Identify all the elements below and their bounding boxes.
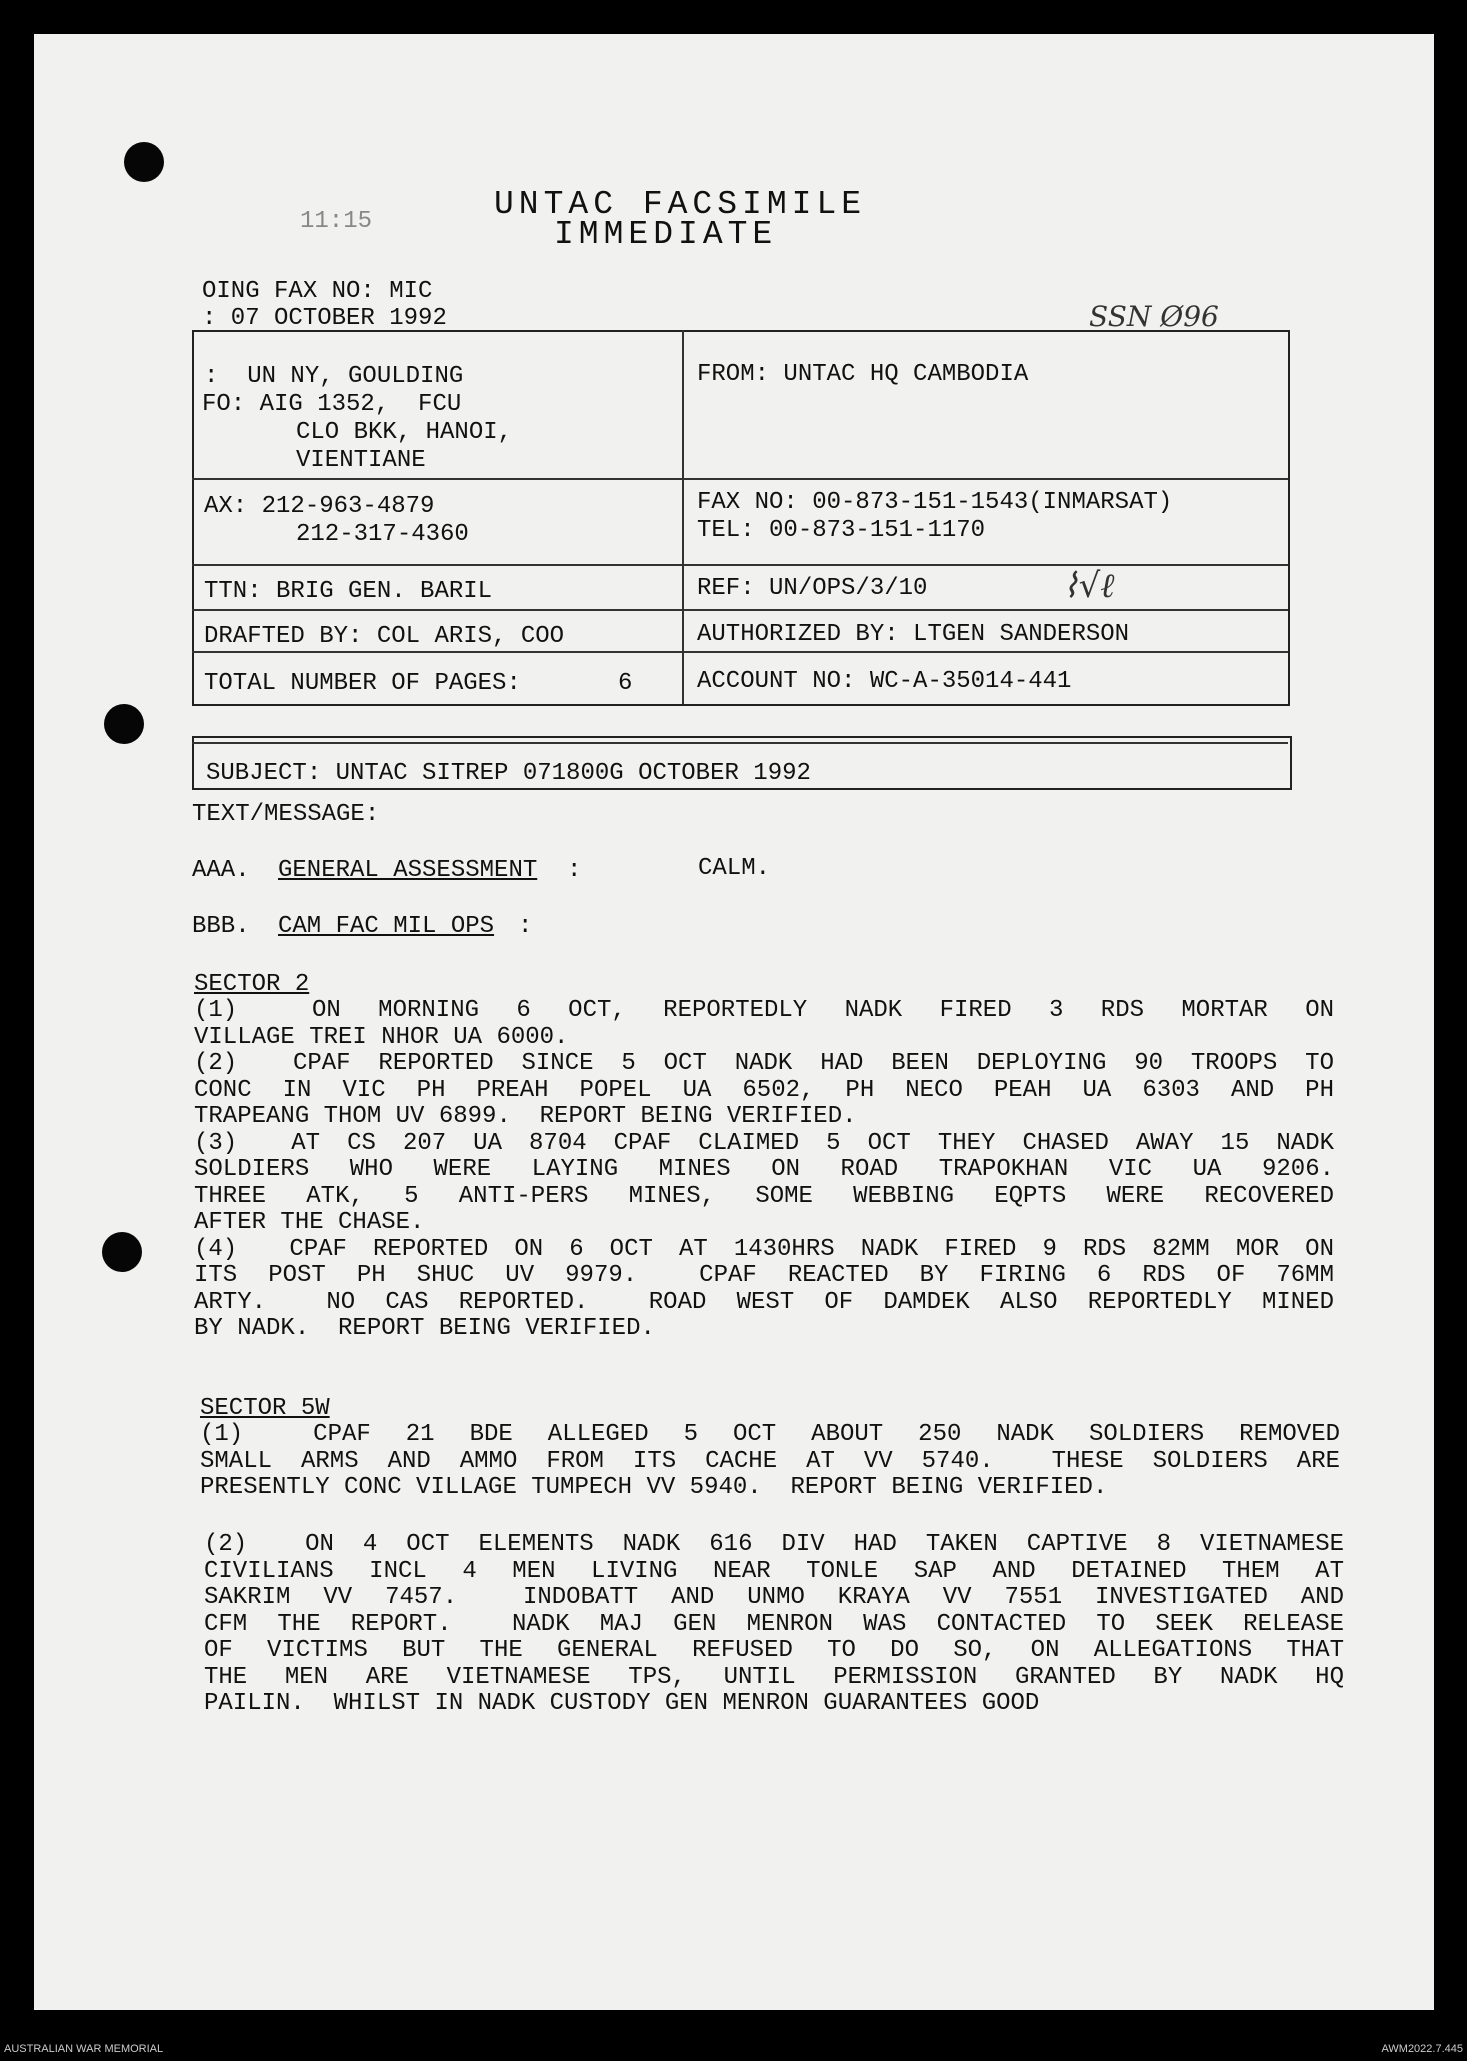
aaa-colon: : [567, 857, 582, 884]
text-line: CONC IN VIC PH PREAH POPEL UA 6502, PH NECO PEAH UA 6303 AND PH [194, 1076, 1334, 1104]
text-line: THREE ATK, 5 ANTI-PERS MINES, SOME WEBBING EQPTS WERE RECOVERED [194, 1182, 1334, 1210]
drafted-by-field: DRAFTED BY: COL ARIS, COO [204, 623, 565, 650]
subject-field: SUBJECT: UNTAC SITREP 071800G OCTOBER 1992 [206, 760, 811, 787]
info-field: FO: AIG 1352, FCU [202, 391, 462, 418]
attn-field: TTN: BRIG GEN. BARIL [204, 578, 493, 605]
signature: ⌇√ℓ [1062, 566, 1115, 606]
text-line: (3) AT CS 207 UA 8704 CPAF CLAIMED 5 OCT THEY CHASED AWAY 15 NADK [194, 1129, 1334, 1157]
aaa-prefix: AAA. [192, 857, 250, 884]
text-line: (2) CPAF REPORTED SINCE 5 OCT NADK HAD BEEN DEPLOYING 90 TROOPS TO [194, 1050, 1334, 1077]
text-line: PAILIN. WHILST IN NADK CUSTODY GEN MENRON GUARANTEES GOOD [204, 1690, 1040, 1717]
punch-hole [102, 1232, 142, 1272]
fax-priority: IMMEDIATE [554, 216, 778, 253]
message-label: TEXT/MESSAGE: [192, 801, 380, 828]
text-line: AFTER THE CHASE. [194, 1209, 425, 1236]
text-line: THE MEN ARE VIETNAMESE TPS, UNTIL PERMISSION GRANTED BY NADK HQ [204, 1663, 1344, 1691]
text-line: TRAPEANG THOM UV 6899. REPORT BEING VERIFIED. [194, 1103, 857, 1130]
authorized-by-field: AUTHORIZED BY: LTGEN SANDERSON [697, 621, 1130, 648]
serial-number-handwritten: SSN Ø96 [1089, 300, 1219, 333]
outgoing-fax-number: OING FAX NO: MIC [202, 278, 433, 305]
archive-reference: AWM2022.7.445 [1381, 2043, 1463, 2055]
sector-5w-heading: SECTOR 5W [200, 1395, 330, 1422]
info-field-line3: VIENTIANE [296, 447, 426, 474]
text-line: BY NADK. REPORT BEING VERIFIED. [194, 1315, 655, 1342]
text-line: SAKRIM VV 7457. INDOBATT AND UNMO KRAYA VV 7551 INVESTIGATED AND [204, 1584, 1344, 1611]
ref-field: REF: UN/OPS/3/10 [697, 575, 928, 602]
total-pages-value: 6 [618, 670, 633, 697]
fax-date: : 07 OCTOBER 1992 [202, 305, 447, 332]
text-line: CIVILIANS INCL 4 MEN LIVING NEAR TONLE SAP AND DETAINED THEM AT [204, 1557, 1344, 1585]
to-fax-number-2: 212-317-4360 [296, 521, 469, 548]
text-line: SMALL ARMS AND AMMO FROM ITS CACHE AT VV 5740. THESE SOLDIERS ARE [200, 1447, 1340, 1475]
text-line: OF VICTIMS BUT THE GENERAL REFUSED TO DO SO, ON ALLEGATIONS THAT [204, 1637, 1344, 1664]
military-ops-heading: CAM FAC MIL OPS [278, 913, 495, 940]
text-line: (1) CPAF 21 BDE ALLEGED 5 OCT ABOUT 250 NADK SOLDIERS REMOVED [200, 1421, 1340, 1448]
text-line: VILLAGE TREI NHOR UA 6000. [194, 1023, 569, 1051]
text-line: ARTY. NO CAS REPORTED. ROAD WEST OF DAMDEK ALSO REPORTEDLY MINED [194, 1288, 1334, 1316]
text-line: CFM THE REPORT. NADK MAJ GEN MENRON WAS CONTACTED TO SEEK RELEASE [204, 1610, 1344, 1638]
total-pages-label: TOTAL NUMBER OF PAGES: [204, 670, 521, 697]
text-line: SOLDIERS WHO WERE LAYING MINES ON ROAD TRAPOKHAN VIC UA 9206. [194, 1156, 1334, 1183]
account-number-field: ACCOUNT NO: WC-A-35014-441 [697, 668, 1072, 695]
to-fax-number: AX: 212-963-4879 [204, 493, 435, 520]
sector-5w-paragraph-1 [200, 1422, 1340, 1502]
punch-hole [124, 142, 164, 182]
general-assessment-value: CALM. [698, 855, 771, 882]
from-fax-number: FAX NO: 00-873-151-1543(INMARSAT) [697, 489, 1173, 516]
sector-5w-paragraph-2 [204, 1532, 1344, 1718]
from-field: FROM: UNTAC HQ CAMBODIA [697, 361, 1029, 388]
info-field-line2: CLO BKK, HANOI, [296, 419, 513, 446]
archive-credit: AUSTRALIAN WAR MEMORIAL [4, 2043, 164, 2055]
from-tel-number: TEL: 00-873-151-1170 [697, 517, 986, 544]
fax-title: UNTAC FACSIMILE [494, 186, 867, 223]
text-line: ITS POST PH SHUC UV 9979. CPAF REACTED BY FIRING 6 RDS OF 76MM [194, 1262, 1334, 1289]
fax-page [34, 34, 1434, 2010]
sector-2-heading: SECTOR 2 [194, 971, 310, 998]
text-line: (2) ON 4 OCT ELEMENTS NADK 616 DIV HAD TAKEN CAPTIVE 8 VIETNAMESE [204, 1531, 1344, 1558]
to-field: : UN NY, GOULDING [204, 363, 464, 390]
sector-2-text [194, 998, 1334, 1343]
text-line: PRESENTLY CONC VILLAGE TUMPECH VV 5940. REPORT BEING VERIFIED. [200, 1474, 1108, 1501]
general-assessment-heading: GENERAL ASSESSMENT [278, 857, 538, 884]
punch-hole [104, 704, 144, 744]
bbb-colon: : [518, 913, 533, 940]
time-mark: 11:15 [300, 208, 373, 235]
text-line: (4) CPAF REPORTED ON 6 OCT AT 1430HRS NADK FIRED 9 RDS 82MM MOR ON [194, 1235, 1334, 1263]
bbb-prefix: BBB. [192, 913, 250, 940]
text-line: (1) ON MORNING 6 OCT, REPORTEDLY NADK FIRED 3 RDS MORTAR ON [194, 997, 1334, 1024]
